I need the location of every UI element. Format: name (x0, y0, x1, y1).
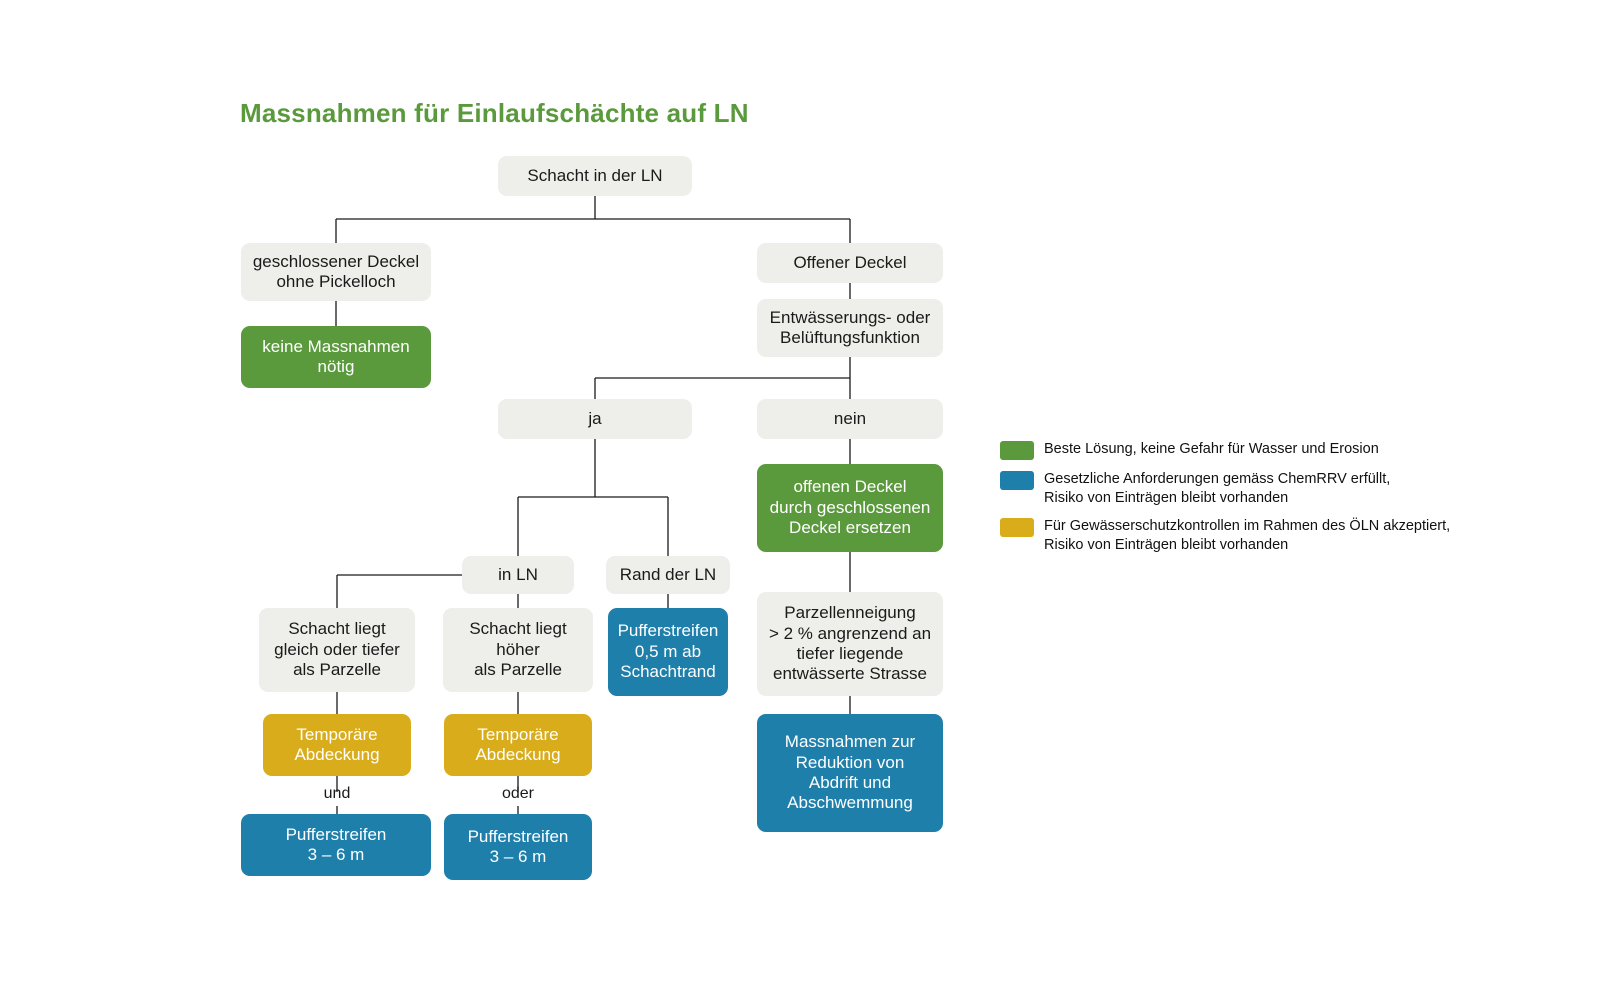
node-no: nein (757, 399, 943, 439)
node-temp2: Temporäre Abdeckung (444, 714, 592, 776)
node-lower: Schacht liegt gleich oder tiefer als Parzelle (259, 608, 415, 692)
legend-swatch-blue (1000, 471, 1034, 490)
node-function: Entwässerungs- oder Belüftungsfunktion (757, 299, 943, 357)
legend-item (1000, 440, 1520, 460)
node-buffer2: Pufferstreifen 3 – 6 m (444, 814, 592, 880)
node-open_lid: Offener Deckel (757, 243, 943, 283)
node-higher: Schacht liegt höher als Parzelle (443, 608, 593, 692)
legend-item (1000, 517, 1520, 554)
node-reduction: Massnahmen zur Reduktion von Abdrift und Abschwemmung (757, 714, 943, 832)
legend-item (1000, 470, 1520, 507)
connector-label-oder: oder (501, 785, 535, 802)
node-yes: ja (498, 399, 692, 439)
legend-label-blue: Gesetzliche Anforderungen gemäss ChemRRV erfüllt, Risiko von Einträgen bleibt vorhanden (1044, 471, 1391, 506)
node-root: Schacht in der LN (498, 156, 692, 196)
legend-swatch-green (1000, 441, 1034, 460)
connector-label-und: und (323, 785, 351, 802)
node-edge_ln: Rand der LN (606, 556, 730, 594)
node-slope: Parzellenneigung > 2 % angrenzend an tiefer liegende entwässerte Strasse (757, 592, 943, 696)
node-buffer05: Pufferstreifen 0,5 m ab Schachtrand (608, 608, 728, 696)
node-closed_lid: geschlossener Deckel ohne Pickelloch (241, 243, 431, 301)
node-in_ln: in LN (462, 556, 574, 594)
node-temp1: Temporäre Abdeckung (263, 714, 411, 776)
legend-label-green: Beste Lösung, keine Gefahr für Wasser und Erosion (1044, 441, 1379, 457)
node-no_measure: keine Massnahmen nötig (241, 326, 431, 388)
legend-swatch-yellow (1000, 518, 1034, 537)
legend-label-yellow: Für Gewässerschutzkontrollen im Rahmen des ÖLN akzeptiert, Risiko von Einträgen bleibt vorhanden (1044, 518, 1451, 553)
node-buffer1: Pufferstreifen 3 – 6 m (241, 814, 431, 876)
node-replace: offenen Deckel durch geschlossenen Deckel ersetzen (757, 464, 943, 552)
legend (1000, 440, 1520, 564)
page-title: Massnahmen für Einlaufschächte auf LN (240, 98, 749, 128)
